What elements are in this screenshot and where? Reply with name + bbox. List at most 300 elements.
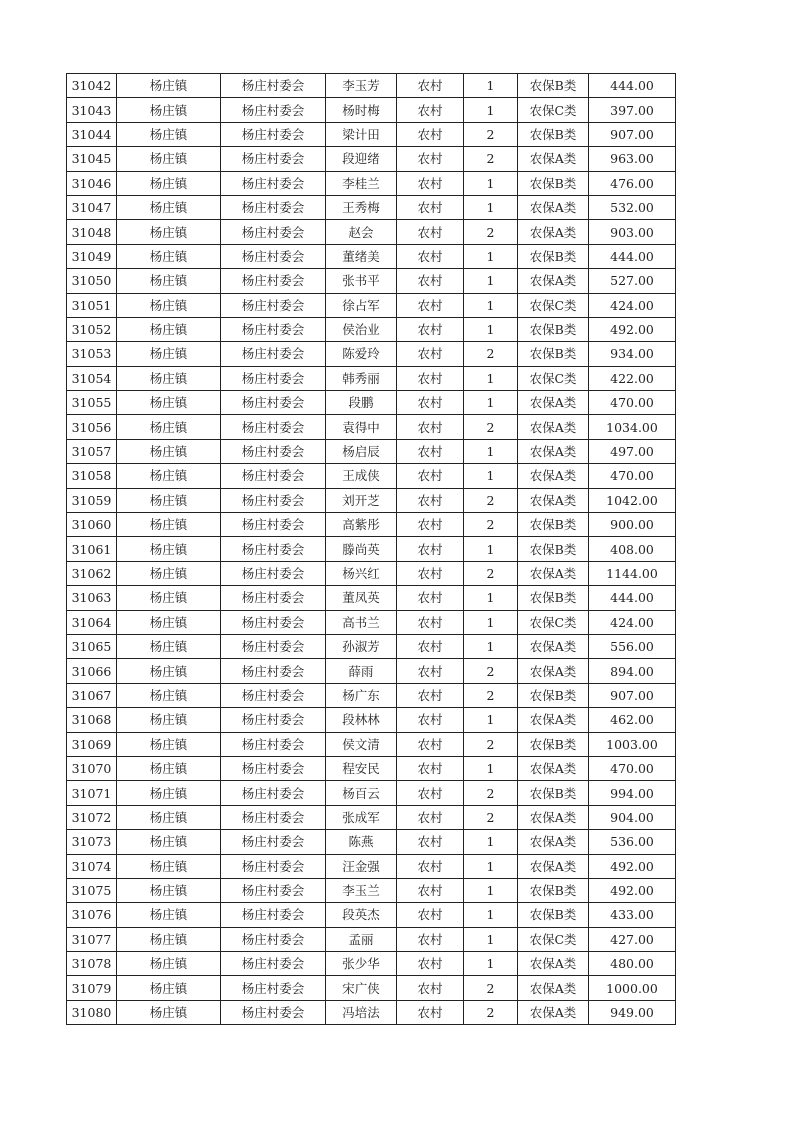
town-cell: 杨庄镇	[117, 756, 221, 780]
insurance-type-cell: 农保B类	[518, 683, 589, 707]
id-cell: 31057	[67, 439, 117, 463]
name-cell: 李桂兰	[326, 171, 397, 195]
amount-cell: 470.00	[589, 391, 676, 415]
category-cell: 农村	[397, 74, 464, 98]
amount-cell: 492.00	[589, 317, 676, 341]
table-row	[67, 683, 676, 707]
name-cell: 侯治业	[326, 317, 397, 341]
household-size-cell: 1	[464, 952, 518, 976]
town-cell: 杨庄镇	[117, 342, 221, 366]
insurance-type-cell: 农保A类	[518, 195, 589, 219]
amount-cell: 1144.00	[589, 561, 676, 585]
household-size-cell: 2	[464, 659, 518, 683]
insurance-type-cell: 农保A类	[518, 220, 589, 244]
village-committee-cell: 杨庄村委会	[221, 830, 326, 854]
household-size-cell: 1	[464, 854, 518, 878]
town-cell: 杨庄镇	[117, 586, 221, 610]
category-cell: 农村	[397, 513, 464, 537]
amount-cell: 536.00	[589, 830, 676, 854]
household-size-cell: 2	[464, 683, 518, 707]
name-cell: 董绪美	[326, 244, 397, 268]
household-size-cell: 2	[464, 342, 518, 366]
table-row	[67, 903, 676, 927]
category-cell: 农村	[397, 952, 464, 976]
table-row	[67, 634, 676, 658]
name-cell: 韩秀丽	[326, 366, 397, 390]
amount-cell: 444.00	[589, 244, 676, 268]
insurance-type-cell: 农保A类	[518, 659, 589, 683]
insurance-type-cell: 农保A类	[518, 805, 589, 829]
id-cell: 31069	[67, 732, 117, 756]
category-cell: 农村	[397, 488, 464, 512]
insurance-type-cell: 农保B类	[518, 732, 589, 756]
id-cell: 31053	[67, 342, 117, 366]
table-row	[67, 781, 676, 805]
amount-cell: 480.00	[589, 952, 676, 976]
insurance-type-cell: 农保A类	[518, 415, 589, 439]
household-size-cell: 1	[464, 464, 518, 488]
name-cell: 段迎绪	[326, 147, 397, 171]
table-row	[67, 854, 676, 878]
category-cell: 农村	[397, 147, 464, 171]
town-cell: 杨庄镇	[117, 464, 221, 488]
id-cell: 31067	[67, 683, 117, 707]
name-cell: 程安民	[326, 756, 397, 780]
id-cell: 31058	[67, 464, 117, 488]
amount-cell: 462.00	[589, 708, 676, 732]
insurance-type-cell: 农保A类	[518, 634, 589, 658]
amount-cell: 408.00	[589, 537, 676, 561]
town-cell: 杨庄镇	[117, 366, 221, 390]
village-committee-cell: 杨庄村委会	[221, 317, 326, 341]
name-cell: 刘开芝	[326, 488, 397, 512]
category-cell: 农村	[397, 659, 464, 683]
table-row	[67, 1000, 676, 1024]
town-cell: 杨庄镇	[117, 976, 221, 1000]
id-cell: 31064	[67, 610, 117, 634]
insurance-type-cell: 农保A类	[518, 147, 589, 171]
table-row	[67, 415, 676, 439]
town-cell: 杨庄镇	[117, 269, 221, 293]
name-cell: 汪金强	[326, 854, 397, 878]
town-cell: 杨庄镇	[117, 732, 221, 756]
town-cell: 杨庄镇	[117, 293, 221, 317]
household-size-cell: 2	[464, 732, 518, 756]
amount-cell: 470.00	[589, 464, 676, 488]
town-cell: 杨庄镇	[117, 610, 221, 634]
household-size-cell: 1	[464, 878, 518, 902]
category-cell: 农村	[397, 903, 464, 927]
id-cell: 31063	[67, 586, 117, 610]
table-row	[67, 659, 676, 683]
table-row	[67, 74, 676, 98]
table-row	[67, 342, 676, 366]
insurance-type-cell: 农保C类	[518, 293, 589, 317]
id-cell: 31073	[67, 830, 117, 854]
table-row	[67, 317, 676, 341]
amount-cell: 963.00	[589, 147, 676, 171]
table-row	[67, 756, 676, 780]
insurance-type-cell: 农保A类	[518, 756, 589, 780]
household-size-cell: 1	[464, 195, 518, 219]
category-cell: 农村	[397, 634, 464, 658]
household-size-cell: 1	[464, 439, 518, 463]
category-cell: 农村	[397, 366, 464, 390]
household-size-cell: 1	[464, 244, 518, 268]
category-cell: 农村	[397, 683, 464, 707]
village-committee-cell: 杨庄村委会	[221, 586, 326, 610]
data-table	[66, 73, 676, 1025]
village-committee-cell: 杨庄村委会	[221, 854, 326, 878]
name-cell: 薛雨	[326, 659, 397, 683]
category-cell: 农村	[397, 220, 464, 244]
name-cell: 董凤英	[326, 586, 397, 610]
amount-cell: 424.00	[589, 610, 676, 634]
village-committee-cell: 杨庄村委会	[221, 147, 326, 171]
town-cell: 杨庄镇	[117, 561, 221, 585]
category-cell: 农村	[397, 195, 464, 219]
name-cell: 宋广侠	[326, 976, 397, 1000]
household-size-cell: 1	[464, 391, 518, 415]
id-cell: 31072	[67, 805, 117, 829]
insurance-type-cell: 农保B类	[518, 244, 589, 268]
category-cell: 农村	[397, 244, 464, 268]
category-cell: 农村	[397, 756, 464, 780]
household-size-cell: 2	[464, 147, 518, 171]
town-cell: 杨庄镇	[117, 220, 221, 244]
table-row	[67, 366, 676, 390]
table-row	[67, 122, 676, 146]
household-size-cell: 1	[464, 927, 518, 951]
category-cell: 农村	[397, 830, 464, 854]
household-size-cell: 2	[464, 781, 518, 805]
category-cell: 农村	[397, 976, 464, 1000]
village-committee-cell: 杨庄村委会	[221, 610, 326, 634]
household-size-cell: 2	[464, 415, 518, 439]
table-row	[67, 464, 676, 488]
household-size-cell: 2	[464, 1000, 518, 1024]
village-committee-cell: 杨庄村委会	[221, 927, 326, 951]
category-cell: 农村	[397, 293, 464, 317]
name-cell: 赵会	[326, 220, 397, 244]
insurance-type-cell: 农保B类	[518, 74, 589, 98]
table-row	[67, 805, 676, 829]
amount-cell: 934.00	[589, 342, 676, 366]
category-cell: 农村	[397, 415, 464, 439]
village-committee-cell: 杨庄村委会	[221, 537, 326, 561]
town-cell: 杨庄镇	[117, 952, 221, 976]
amount-cell: 444.00	[589, 74, 676, 98]
village-committee-cell: 杨庄村委会	[221, 561, 326, 585]
insurance-type-cell: 农保B类	[518, 903, 589, 927]
id-cell: 31042	[67, 74, 117, 98]
insurance-type-cell: 农保C类	[518, 610, 589, 634]
insurance-type-cell: 农保A类	[518, 952, 589, 976]
insurance-type-cell: 农保B类	[518, 171, 589, 195]
insurance-type-cell: 农保A类	[518, 269, 589, 293]
id-cell: 31056	[67, 415, 117, 439]
town-cell: 杨庄镇	[117, 391, 221, 415]
name-cell: 李玉兰	[326, 878, 397, 902]
name-cell: 王秀梅	[326, 195, 397, 219]
id-cell: 31049	[67, 244, 117, 268]
household-size-cell: 1	[464, 903, 518, 927]
insurance-type-cell: 农保B类	[518, 342, 589, 366]
town-cell: 杨庄镇	[117, 903, 221, 927]
id-cell: 31055	[67, 391, 117, 415]
category-cell: 农村	[397, 781, 464, 805]
insurance-type-cell: 农保A类	[518, 464, 589, 488]
village-committee-cell: 杨庄村委会	[221, 415, 326, 439]
table-row	[67, 293, 676, 317]
table-row	[67, 708, 676, 732]
town-cell: 杨庄镇	[117, 74, 221, 98]
name-cell: 梁计田	[326, 122, 397, 146]
table-body	[67, 74, 676, 1025]
household-size-cell: 1	[464, 586, 518, 610]
amount-cell: 444.00	[589, 586, 676, 610]
town-cell: 杨庄镇	[117, 317, 221, 341]
category-cell: 农村	[397, 537, 464, 561]
insurance-type-cell: 农保A类	[518, 854, 589, 878]
name-cell: 杨广东	[326, 683, 397, 707]
name-cell: 杨兴红	[326, 561, 397, 585]
name-cell: 袁得中	[326, 415, 397, 439]
category-cell: 农村	[397, 708, 464, 732]
category-cell: 农村	[397, 122, 464, 146]
name-cell: 高紫彤	[326, 513, 397, 537]
category-cell: 农村	[397, 317, 464, 341]
id-cell: 31076	[67, 903, 117, 927]
amount-cell: 1034.00	[589, 415, 676, 439]
household-size-cell: 1	[464, 708, 518, 732]
amount-cell: 894.00	[589, 659, 676, 683]
town-cell: 杨庄镇	[117, 195, 221, 219]
village-committee-cell: 杨庄村委会	[221, 1000, 326, 1024]
insurance-type-cell: 农保B类	[518, 781, 589, 805]
amount-cell: 556.00	[589, 634, 676, 658]
category-cell: 农村	[397, 610, 464, 634]
insurance-type-cell: 农保A类	[518, 561, 589, 585]
id-cell: 31080	[67, 1000, 117, 1024]
name-cell: 陈爱玲	[326, 342, 397, 366]
insurance-type-cell: 农保A类	[518, 976, 589, 1000]
name-cell: 陈燕	[326, 830, 397, 854]
town-cell: 杨庄镇	[117, 439, 221, 463]
category-cell: 农村	[397, 1000, 464, 1024]
village-committee-cell: 杨庄村委会	[221, 732, 326, 756]
name-cell: 段林林	[326, 708, 397, 732]
category-cell: 农村	[397, 391, 464, 415]
id-cell: 31047	[67, 195, 117, 219]
table-row	[67, 537, 676, 561]
category-cell: 农村	[397, 805, 464, 829]
village-committee-cell: 杨庄村委会	[221, 244, 326, 268]
village-committee-cell: 杨庄村委会	[221, 683, 326, 707]
table-row	[67, 610, 676, 634]
name-cell: 张少华	[326, 952, 397, 976]
id-cell: 31059	[67, 488, 117, 512]
household-size-cell: 1	[464, 98, 518, 122]
town-cell: 杨庄镇	[117, 98, 221, 122]
household-size-cell: 2	[464, 561, 518, 585]
category-cell: 农村	[397, 561, 464, 585]
village-committee-cell: 杨庄村委会	[221, 171, 326, 195]
village-committee-cell: 杨庄村委会	[221, 98, 326, 122]
category-cell: 农村	[397, 342, 464, 366]
id-cell: 31048	[67, 220, 117, 244]
amount-cell: 1003.00	[589, 732, 676, 756]
id-cell: 31052	[67, 317, 117, 341]
name-cell: 高书兰	[326, 610, 397, 634]
id-cell: 31051	[67, 293, 117, 317]
household-size-cell: 2	[464, 220, 518, 244]
table-row	[67, 195, 676, 219]
id-cell: 31054	[67, 366, 117, 390]
village-committee-cell: 杨庄村委会	[221, 195, 326, 219]
village-committee-cell: 杨庄村委会	[221, 952, 326, 976]
household-size-cell: 1	[464, 366, 518, 390]
village-committee-cell: 杨庄村委会	[221, 708, 326, 732]
amount-cell: 527.00	[589, 269, 676, 293]
id-cell: 31075	[67, 878, 117, 902]
amount-cell: 424.00	[589, 293, 676, 317]
insurance-type-cell: 农保A类	[518, 830, 589, 854]
amount-cell: 397.00	[589, 98, 676, 122]
village-committee-cell: 杨庄村委会	[221, 342, 326, 366]
household-size-cell: 1	[464, 269, 518, 293]
table-row	[67, 171, 676, 195]
amount-cell: 492.00	[589, 854, 676, 878]
name-cell: 张成军	[326, 805, 397, 829]
amount-cell: 907.00	[589, 683, 676, 707]
id-cell: 31074	[67, 854, 117, 878]
category-cell: 农村	[397, 927, 464, 951]
village-committee-cell: 杨庄村委会	[221, 903, 326, 927]
category-cell: 农村	[397, 269, 464, 293]
household-size-cell: 1	[464, 634, 518, 658]
village-committee-cell: 杨庄村委会	[221, 659, 326, 683]
town-cell: 杨庄镇	[117, 171, 221, 195]
household-size-cell: 2	[464, 513, 518, 537]
amount-cell: 532.00	[589, 195, 676, 219]
table-row	[67, 269, 676, 293]
insurance-type-cell: 农保A类	[518, 488, 589, 512]
household-size-cell: 1	[464, 293, 518, 317]
insurance-type-cell: 农保A类	[518, 708, 589, 732]
table-row	[67, 147, 676, 171]
table-row	[67, 220, 676, 244]
town-cell: 杨庄镇	[117, 805, 221, 829]
id-cell: 31061	[67, 537, 117, 561]
insurance-type-cell: 农保A类	[518, 1000, 589, 1024]
town-cell: 杨庄镇	[117, 878, 221, 902]
household-size-cell: 1	[464, 537, 518, 561]
insurance-type-cell: 农保C类	[518, 98, 589, 122]
insurance-type-cell: 农保B类	[518, 513, 589, 537]
village-committee-cell: 杨庄村委会	[221, 634, 326, 658]
amount-cell: 904.00	[589, 805, 676, 829]
household-size-cell: 2	[464, 805, 518, 829]
amount-cell: 903.00	[589, 220, 676, 244]
amount-cell: 476.00	[589, 171, 676, 195]
amount-cell: 949.00	[589, 1000, 676, 1024]
town-cell: 杨庄镇	[117, 122, 221, 146]
amount-cell: 1042.00	[589, 488, 676, 512]
id-cell: 31043	[67, 98, 117, 122]
amount-cell: 427.00	[589, 927, 676, 951]
village-committee-cell: 杨庄村委会	[221, 269, 326, 293]
household-size-cell: 2	[464, 488, 518, 512]
id-cell: 31050	[67, 269, 117, 293]
amount-cell: 994.00	[589, 781, 676, 805]
id-cell: 31068	[67, 708, 117, 732]
village-committee-cell: 杨庄村委会	[221, 220, 326, 244]
household-size-cell: 1	[464, 74, 518, 98]
town-cell: 杨庄镇	[117, 513, 221, 537]
town-cell: 杨庄镇	[117, 537, 221, 561]
table-row	[67, 830, 676, 854]
village-committee-cell: 杨庄村委会	[221, 976, 326, 1000]
table-row	[67, 927, 676, 951]
id-cell: 31045	[67, 147, 117, 171]
table-row	[67, 976, 676, 1000]
village-committee-cell: 杨庄村委会	[221, 781, 326, 805]
amount-cell: 900.00	[589, 513, 676, 537]
table-row	[67, 488, 676, 512]
table-row	[67, 98, 676, 122]
table-row	[67, 732, 676, 756]
id-cell: 31044	[67, 122, 117, 146]
insurance-type-cell: 农保C类	[518, 927, 589, 951]
town-cell: 杨庄镇	[117, 854, 221, 878]
table-row	[67, 952, 676, 976]
category-cell: 农村	[397, 732, 464, 756]
category-cell: 农村	[397, 98, 464, 122]
insurance-type-cell: 农保B类	[518, 537, 589, 561]
town-cell: 杨庄镇	[117, 927, 221, 951]
amount-cell: 470.00	[589, 756, 676, 780]
insurance-type-cell: 农保B类	[518, 586, 589, 610]
name-cell: 段鹏	[326, 391, 397, 415]
village-committee-cell: 杨庄村委会	[221, 805, 326, 829]
town-cell: 杨庄镇	[117, 415, 221, 439]
village-committee-cell: 杨庄村委会	[221, 878, 326, 902]
id-cell: 31046	[67, 171, 117, 195]
household-size-cell: 1	[464, 317, 518, 341]
amount-cell: 492.00	[589, 878, 676, 902]
household-size-cell: 1	[464, 756, 518, 780]
insurance-type-cell: 农保A类	[518, 439, 589, 463]
name-cell: 孙淑芳	[326, 634, 397, 658]
category-cell: 农村	[397, 171, 464, 195]
name-cell: 杨百云	[326, 781, 397, 805]
category-cell: 农村	[397, 878, 464, 902]
amount-cell: 422.00	[589, 366, 676, 390]
id-cell: 31071	[67, 781, 117, 805]
id-cell: 31079	[67, 976, 117, 1000]
amount-cell: 497.00	[589, 439, 676, 463]
name-cell: 王成侠	[326, 464, 397, 488]
village-committee-cell: 杨庄村委会	[221, 513, 326, 537]
category-cell: 农村	[397, 586, 464, 610]
category-cell: 农村	[397, 854, 464, 878]
town-cell: 杨庄镇	[117, 488, 221, 512]
id-cell: 31077	[67, 927, 117, 951]
household-size-cell: 2	[464, 122, 518, 146]
town-cell: 杨庄镇	[117, 244, 221, 268]
table-row	[67, 878, 676, 902]
